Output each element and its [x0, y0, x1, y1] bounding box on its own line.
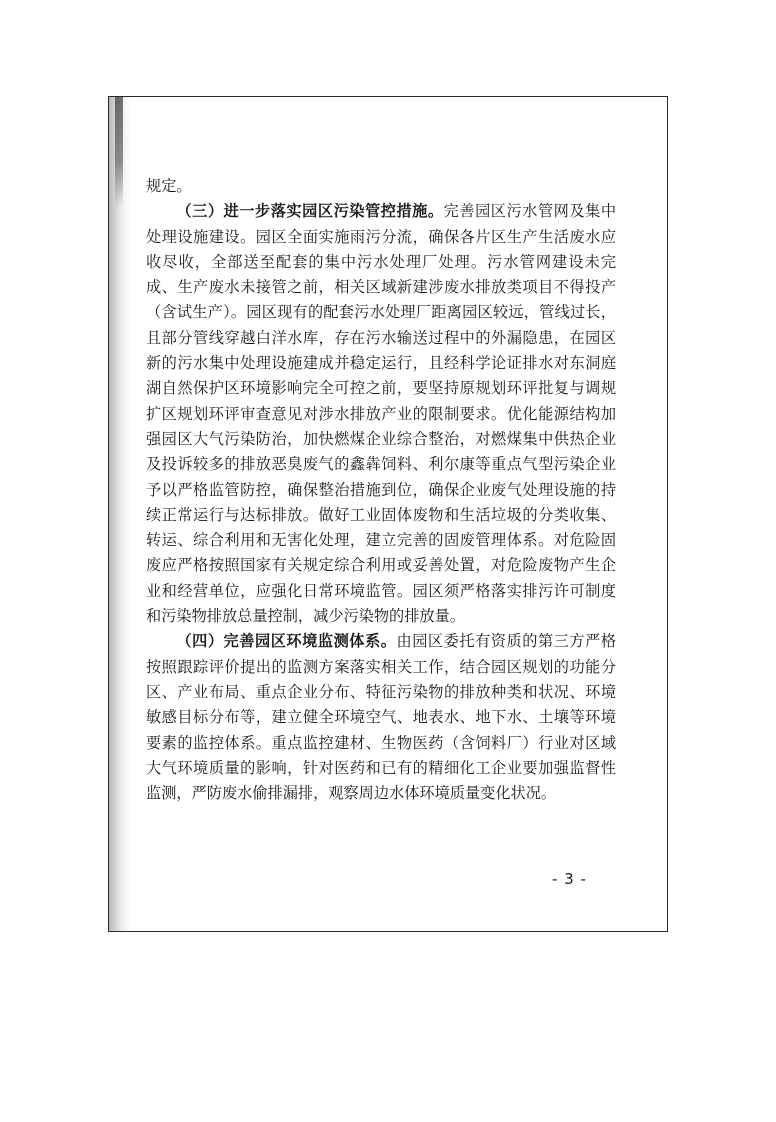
page-number: - 3 -: [552, 870, 587, 888]
document-body: [146, 174, 616, 806]
paragraph-text: 由园区委托有资质的第三方严格按照跟踪评价提出的监测方案落实相关工作，结合园区规划的功能分区、产业布局、重点企业分布、特征污染物的排放种类和状况、环境敏感目标分布等，建立健全环境空气、地表水、地下水、土壤等环境要素的监控体系。重点监控建材、生物医药（含饲料厂）行业对区域大气环境质量的影响，针对医药和已有的精细化工企业要加强监督性监测，严防废水偷排漏排，观察周边水体环境质量变化状况。: [146, 632, 617, 803]
paragraph-text: 规定。: [146, 177, 192, 195]
section-heading: （四）完善园区环境监测体系。: [176, 632, 397, 651]
paragraph-section-3: [146, 199, 616, 629]
binding-shadow: [109, 97, 131, 931]
paragraph-section-4: [146, 629, 616, 806]
paragraph-text: 完善园区污水管网及集中处理设施建设。园区全面实施雨污分流，确保各片区生产生活废水应收尽收，全部送至配套的集中污水处理厂处理。污水管网建设未完成、生产废水未接管之前，相关区域新建涉废水排放类项目不得投产（含试生产）。园区现有的配套污水处理厂距离园区较远，管线过长，且部分管线穿越白洋水库，存在污水输送过程中的外漏隐患，在园区新的污水集中处理设施建成并稳定运行，且经科学论证排水对东洞庭湖自然保护区环境影响完全可控之前，要坚持原规划环评批复与调规扩区规划环评审查意见对涉水排放产业的限制要求。优化能源结构加强园区大气污染防治，加快燃煤企业综合整治，对燃煤集中供热企业及投诉较多的排放恶臭废气的鑫犇饲料、利尔康等重点气型污染企业予以严格监管防控，确保整治措施到位，确保企业废气处理设施的持续正常运行与达标排放。做好工业固体废物和生活垃圾的分类收集、转运、综合利用和无害化处理，建立完善的固废管理体系。对危险固废应严格按照国家有关规定综合利用或妥善处置，对危险废物产生企业和经营单位，应强化日常环境监管。园区须严格落实排污许可制度和污染物排放总量控制，减少污染物的排放量。: [146, 202, 617, 626]
section-heading: （三）进一步落实园区污染管控措施。: [176, 202, 444, 221]
binding-streak: [115, 97, 123, 207]
paragraph-continuation: [146, 174, 616, 199]
